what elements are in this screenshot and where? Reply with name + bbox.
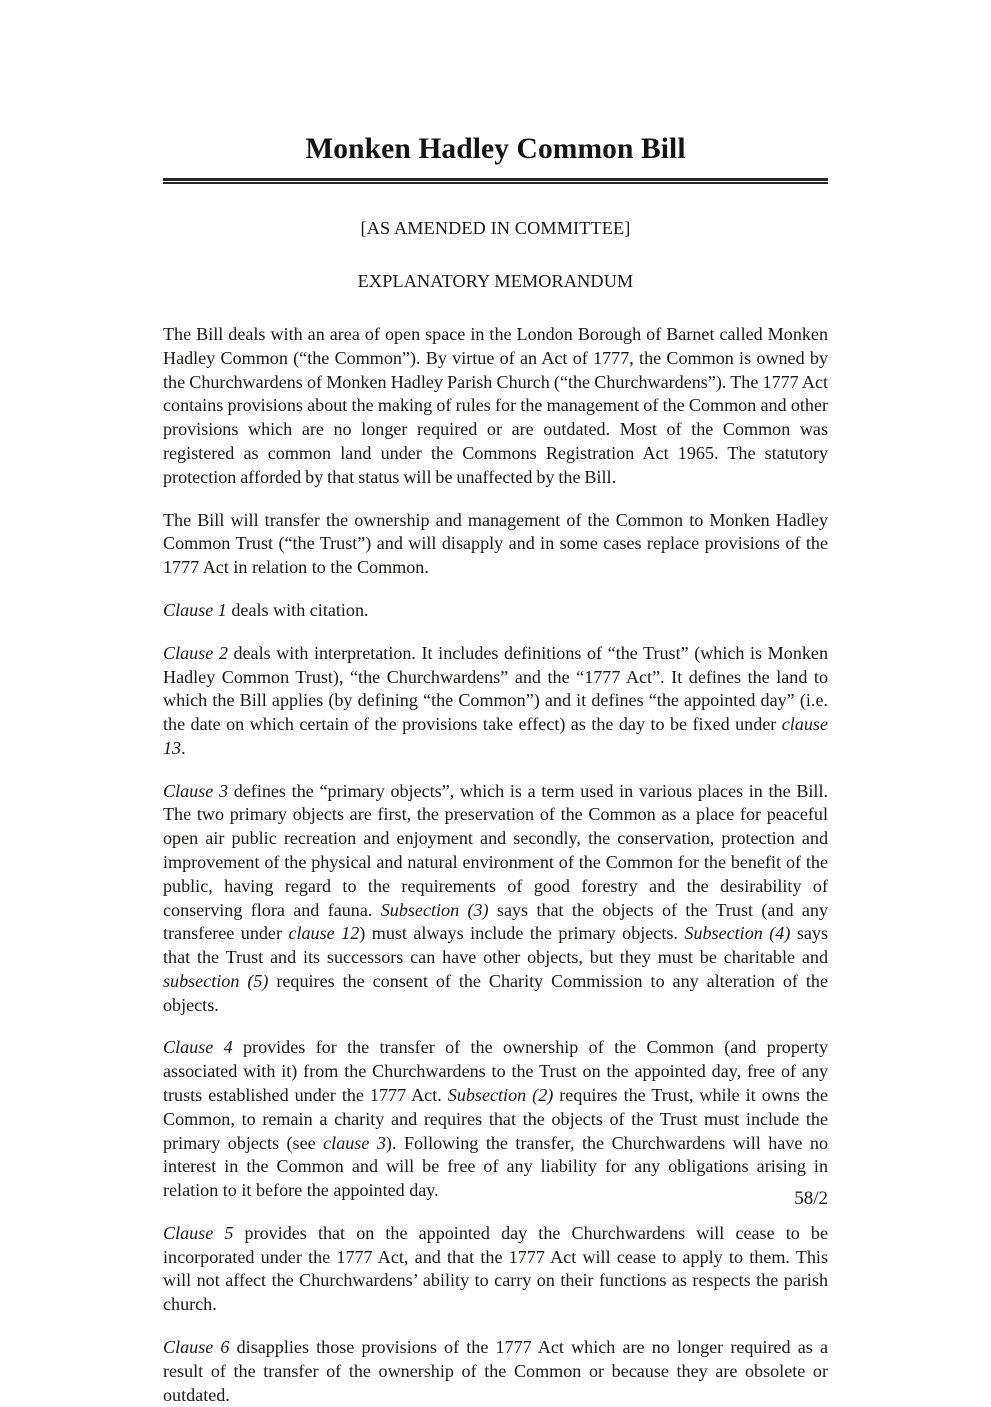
clause-2-text-1: deals with interpretation. It includes definitions of “the Trust” (which is Monken Hadley Common Trust), “the Churchwardens” and the “1777 Act”. It defines the land to which the Bill applies (by defining “the Common”) and it defines “the appointed day” (i.e. the date on which certain of the provisions take effect) as the day to be fixed under	[163, 642, 828, 735]
paragraph-clause-3	[163, 780, 828, 1018]
clause-5-text: provides that on the appointed day the Churchwardens will cease to be incorporated under the 1777 Act, and that the 1777 Act will cease to apply to them. This will not affect the Churchwardens’ ability to carry on their functions as respects the parish church.	[163, 1222, 828, 1315]
inline-clause-reference: clause 3	[323, 1132, 386, 1153]
paragraph-clause-5	[163, 1222, 828, 1317]
clause-4-text-2: requires the Trust, while it owns the Common, to remain a charity and requires that the objects of the Trust must include the primary objects (see	[163, 1085, 829, 1153]
clause-6-text: disapplies those provisions of the 1777 Act which are no longer required as a result of the transfer of the ownership of the Common or because they are obsolete or outdated.	[163, 1337, 828, 1405]
page-title: Monken Hadley Common Bill	[305, 133, 686, 165]
inline-clause-reference: clause 13	[163, 714, 828, 758]
document-page	[163, 0, 829, 1405]
paragraph-clause-6	[163, 1336, 828, 1407]
divider-thin-line	[163, 182, 828, 184]
title-divider-rule	[163, 178, 828, 184]
paragraph-clause-2	[163, 642, 828, 761]
clause-reference: Clause 6	[163, 1337, 230, 1358]
clause-3-text-5: requires the consent of the Charity Commission to any alteration of the objects.	[163, 970, 828, 1015]
clause-1-text: deals with citation.	[226, 599, 369, 620]
paragraph-intro-2: The Bill will transfer the ownership and management of the Common to Monken Hadley Common Trust (“the Trust”) and will disapply and in some cases replace provisions of the 1777 Act in relation to the Common.	[163, 509, 828, 578]
clause-reference: Clause 3	[163, 780, 229, 801]
inline-subsection-reference: Subsection (4)	[684, 923, 791, 944]
clause-3-text-2: says that the objects of the Trust (and any transferee under	[163, 899, 829, 944]
paragraph-clause-4	[163, 1036, 828, 1202]
clause-3-text-1: defines the “primary objects”, which is a term used in various places in the Bill. The two primary objects are first, the preservation of the Common as a place for peaceful open air public recreation and enjoyment and secondly, the conservation, protection and improvement of the physical and natural environment of the Common for the benefit of the public, having regard to the requirements of good forestry and the desirability of conserving flora and fauna.	[163, 780, 828, 920]
explanatory-memorandum-heading: EXPLANATORY MEMORANDUM	[357, 271, 634, 292]
clause-reference: Clause 2	[163, 642, 228, 663]
paragraph-clause-1	[163, 599, 828, 623]
clause-3-text-3: ) must always include the primary objects.	[359, 923, 685, 944]
inline-clause-reference: clause 12	[288, 923, 360, 944]
inline-subsection-reference: Subsection (3)	[380, 899, 489, 920]
clause-4-text-3: ). Following the transfer, the Churchwardens will have no interest in the Common and will be free of any liability for any obligations arising in relation to it before the appointed day.	[163, 1132, 828, 1201]
clause-reference: Clause 1	[163, 599, 227, 620]
clause-4-text-1: provides for the transfer of the ownership of the Common (and property associated with it) from the Churchwardens to the Trust on the appointed day, free of any trusts established under the 1777 Act.	[163, 1037, 828, 1105]
clause-3-text-4: says that the Trust and its successors can have other objects, but they must be charitable and	[163, 923, 829, 968]
amended-in-committee-notice: [AS AMENDED IN COMMITTEE]	[360, 218, 631, 239]
inline-subsection-reference: Subsection (2)	[447, 1085, 554, 1105]
inline-subsection-reference: subsection (5)	[163, 970, 269, 991]
clause-2-text-2: .	[181, 737, 186, 758]
clause-reference: Clause 5	[163, 1222, 234, 1243]
memorandum-body	[163, 323, 828, 1407]
page-number: 58/2	[794, 1188, 828, 1209]
clause-reference: Clause 4	[163, 1037, 233, 1058]
paragraph-intro-1: The Bill deals with an area of open space in the London Borough of Barnet called Monken Hadley Common (“the Common”). By virtue of an Act of 1777, the Common is owned by the Churchwardens of Monken Hadley Parish Church (“the Churchwardens”). The 1777 Act contains provisions about the making of rules for the management of the Common and other provisions which are no longer required or are outdated. Most of the Common was registered as common land under the Commons Registration Act 1965. The statutory protection afforded by that status will be unaffected by the Bill.	[163, 324, 828, 487]
